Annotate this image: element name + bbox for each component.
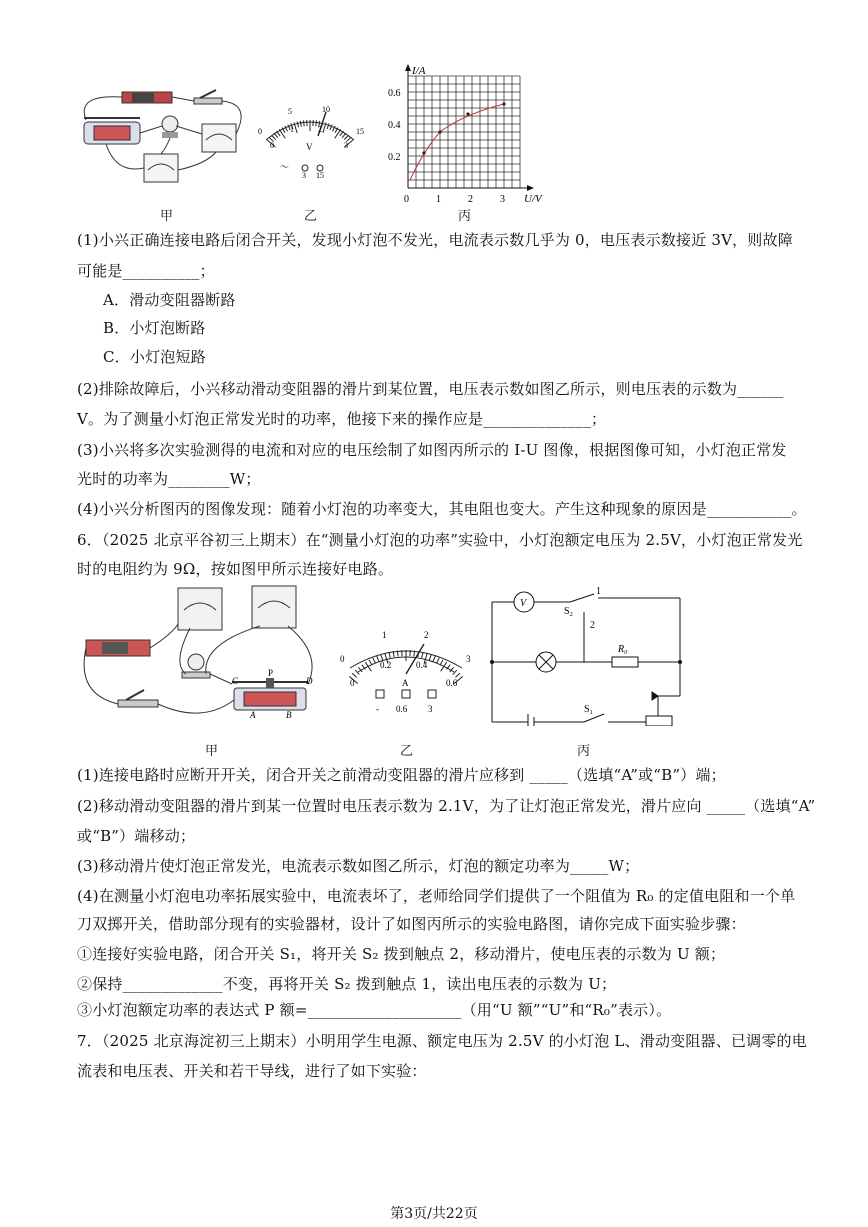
dial-tick (342, 133, 346, 138)
q6-intro-line2: 时的电阻约为 9Ω，按如图甲所示连接好电路。 (77, 560, 394, 578)
graph-xtick-1: 1 (436, 194, 441, 205)
v-top-5: 5 (288, 107, 292, 116)
rheo-c: C (232, 676, 239, 686)
q6-caption-jia: 甲 (205, 743, 219, 758)
q7-line2: 流表和电压表、开关和若干导线，进行了如下实验： (77, 1062, 427, 1080)
q5-part2-line1: (2)排除故障后，小兴移动滑动变阻器的滑片到某位置，电压表示数如图乙所示，则电压表的示数为______ (77, 380, 784, 398)
v-terminal-minus: 〜 (280, 162, 290, 172)
q6-intro-line1: 6．（2025 北京平谷初三上期末）在“测量小灯泡的功率”实验中，小灯泡额定电压为 2.5V，小灯泡正常发光 (77, 531, 803, 549)
dial-tick (440, 660, 443, 665)
circuit-r0-label: R₀ (618, 644, 628, 655)
dial-tick (373, 658, 376, 663)
dial-tick (297, 122, 298, 128)
circuit-contact-2: 2 (590, 620, 595, 631)
q6-part1: (1)连接电路时应断开开关，闭合开关之前滑动变阻器的滑片应移到 _____（选填“A”或“B”）端； (77, 766, 726, 784)
a-top-3: 3 (466, 654, 471, 664)
dial-tick (377, 656, 379, 662)
fig-caption-jia: 甲 (160, 208, 174, 223)
q6-part2-line1: (2)移动滑动变阻器的滑片到某一位置时电压表示数为 2.1V，为了让灯泡正常发光，滑片应向 _____（选填“A” (77, 797, 816, 815)
a-bot-0.2: 0.2 (380, 660, 392, 670)
v-top-10: 10 (322, 105, 330, 114)
circuit-s1-label: S₁ (584, 704, 594, 715)
dial-tick (344, 135, 348, 139)
q6-caption-yi: 乙 (400, 743, 414, 758)
circuit-s2-label: S₂ (564, 606, 574, 617)
q5-option-a: A．滑动变阻器断路 (103, 291, 236, 309)
rheo-p: P (268, 668, 274, 678)
a-terminal-0.6: 0.6 (396, 704, 408, 714)
dial-tick (455, 673, 459, 677)
dial-tick (335, 129, 341, 138)
fig-caption-bing: 丙 (458, 208, 472, 223)
q6-step2: ②保持_____________不变，再将开关 S₂ 拨到触点 1，读出电压表的示数为 U； (77, 975, 617, 993)
q5-part2-line2: V。为了测量小灯泡正常发光时的功率，他接下来的操作应是______________； (77, 410, 607, 428)
a-bot-0.6: 0.6 (446, 678, 458, 688)
a-terminal-minus: - (376, 704, 379, 714)
a-bot-0.4: 0.4 (416, 660, 428, 670)
graph-xtick-0: 0 (404, 194, 409, 205)
v-bot-0: 0 (270, 141, 274, 150)
a-unit: A (402, 678, 409, 688)
graph-xtick-2: 2 (468, 194, 473, 205)
q5-part4-line1: (4)小兴分析图丙的图像发现：随着小灯泡的功率变大，其电阻也变大。产生这种现象的原因是___________。 (77, 500, 807, 518)
graph-xtick-3: 3 (500, 194, 505, 205)
circuit-contact-1: 1 (596, 586, 601, 597)
a-terminal-3: 3 (428, 704, 433, 714)
dial-tick (303, 120, 304, 126)
v-terminal-15: 15 (316, 171, 324, 180)
v-top-0: 0 (258, 127, 262, 136)
circuit-voltmeter-label: V (520, 598, 527, 609)
v-terminal-3: 3 (302, 171, 306, 180)
dial-tick (272, 135, 276, 139)
a-top-2: 2 (424, 630, 429, 640)
q5-option-c: C．小灯泡短路 (103, 348, 206, 366)
q6-part4-line1: (4)在测量小灯泡电功率拓展实验中，电流表坏了，老师给同学们提供了一个阻值为 R₀ 的定值电阻和一个单 (77, 887, 796, 905)
q5-part3-line2: 光时的功率为________W； (77, 470, 261, 488)
v-bot-1: 1 (290, 125, 294, 134)
a-bot-0: 0 (350, 678, 355, 688)
page-footer: 第3页/共22页 (390, 1206, 478, 1222)
q6-part2-line2: 或“B”）端移动； (77, 827, 196, 845)
v-bot-3: 3 (344, 141, 348, 150)
dial-tick (433, 656, 435, 662)
rheo-a: A (250, 710, 256, 720)
ammeter-dial (336, 624, 476, 724)
fig-caption-yi: 乙 (304, 208, 318, 223)
q5-part3-line1: (3)小兴将多次实验测得的电流和对应的电压绘制了如图丙所示的 I-U 图像，根据图像可知，小灯泡正常发 (77, 441, 787, 459)
dial-tick (300, 121, 301, 127)
q5-part1-line2: 可能是__________； (77, 262, 215, 280)
q6-step3: ③小灯泡额定功率的表达式 P 额=____________________（用“U 额”“U”和“R₀”表示）。 (77, 1001, 672, 1019)
dial-tick (352, 673, 356, 677)
dial-tick (397, 651, 398, 657)
dial-tick (414, 651, 415, 657)
dial-tick (369, 660, 372, 665)
circuit-photo-q6 (82, 584, 332, 734)
dial-tick (274, 133, 278, 138)
voltmeter-dial (250, 96, 370, 186)
dial-tick (437, 658, 440, 663)
graph-ytick-0.2: 0.2 (388, 152, 401, 163)
rheo-d: D (306, 676, 313, 686)
q6-caption-bing: 丙 (577, 743, 591, 758)
dial-tick (279, 129, 285, 138)
dial-tick (355, 670, 359, 674)
a-top-0: 0 (340, 654, 345, 664)
graph-ytick-0.4: 0.4 (388, 120, 401, 131)
iu-graph (384, 62, 554, 212)
graph-ytick-0.6: 0.6 (388, 88, 401, 99)
graph-ylabel: I/A (412, 65, 426, 77)
q6-part4-line2: 刀双掷开关，借助部分现有的实验器材，设计了如图丙所示的实验电路图，请你完成下面实验步骤： (77, 915, 746, 933)
q6-step1: ①连接好实验电路，闭合开关 S₁，将开关 S₂ 拨到触点 2，移动滑片，使电压表的示数为 U 额； (77, 945, 726, 963)
graph-xlabel: U/V (524, 193, 542, 205)
dial-tick (327, 123, 329, 129)
v-top-15: 15 (356, 127, 364, 136)
q5-part1-line1: (1)小兴正确连接电路后闭合开关，发现小灯泡不发光，电流表示数几乎为 0，电压表示数接近 3V，则故障 (77, 231, 793, 249)
dial-tick (453, 670, 457, 674)
q5-option-b: B．小灯泡断路 (103, 319, 206, 337)
circuit-diagram-q6 (486, 586, 686, 726)
v-bot-2: 2 (318, 125, 322, 134)
dial-tick (316, 120, 317, 126)
q6-part3: (3)移动滑片使灯泡正常发光，电流表示数如图乙所示，灯泡的额定功率为_____W； (77, 857, 640, 875)
circuit-photo-top (76, 84, 256, 194)
a-top-1: 1 (382, 630, 387, 640)
rheo-b: B (286, 710, 292, 720)
q7-line1: 7．（2025 北京海淀初三上期末）小明用学生电源、额定电压为 2.5V 的小灯泡 L、滑动变阻器、已调零的电 (77, 1032, 807, 1050)
dial-tick (429, 654, 431, 660)
v-unit: V (306, 142, 313, 152)
